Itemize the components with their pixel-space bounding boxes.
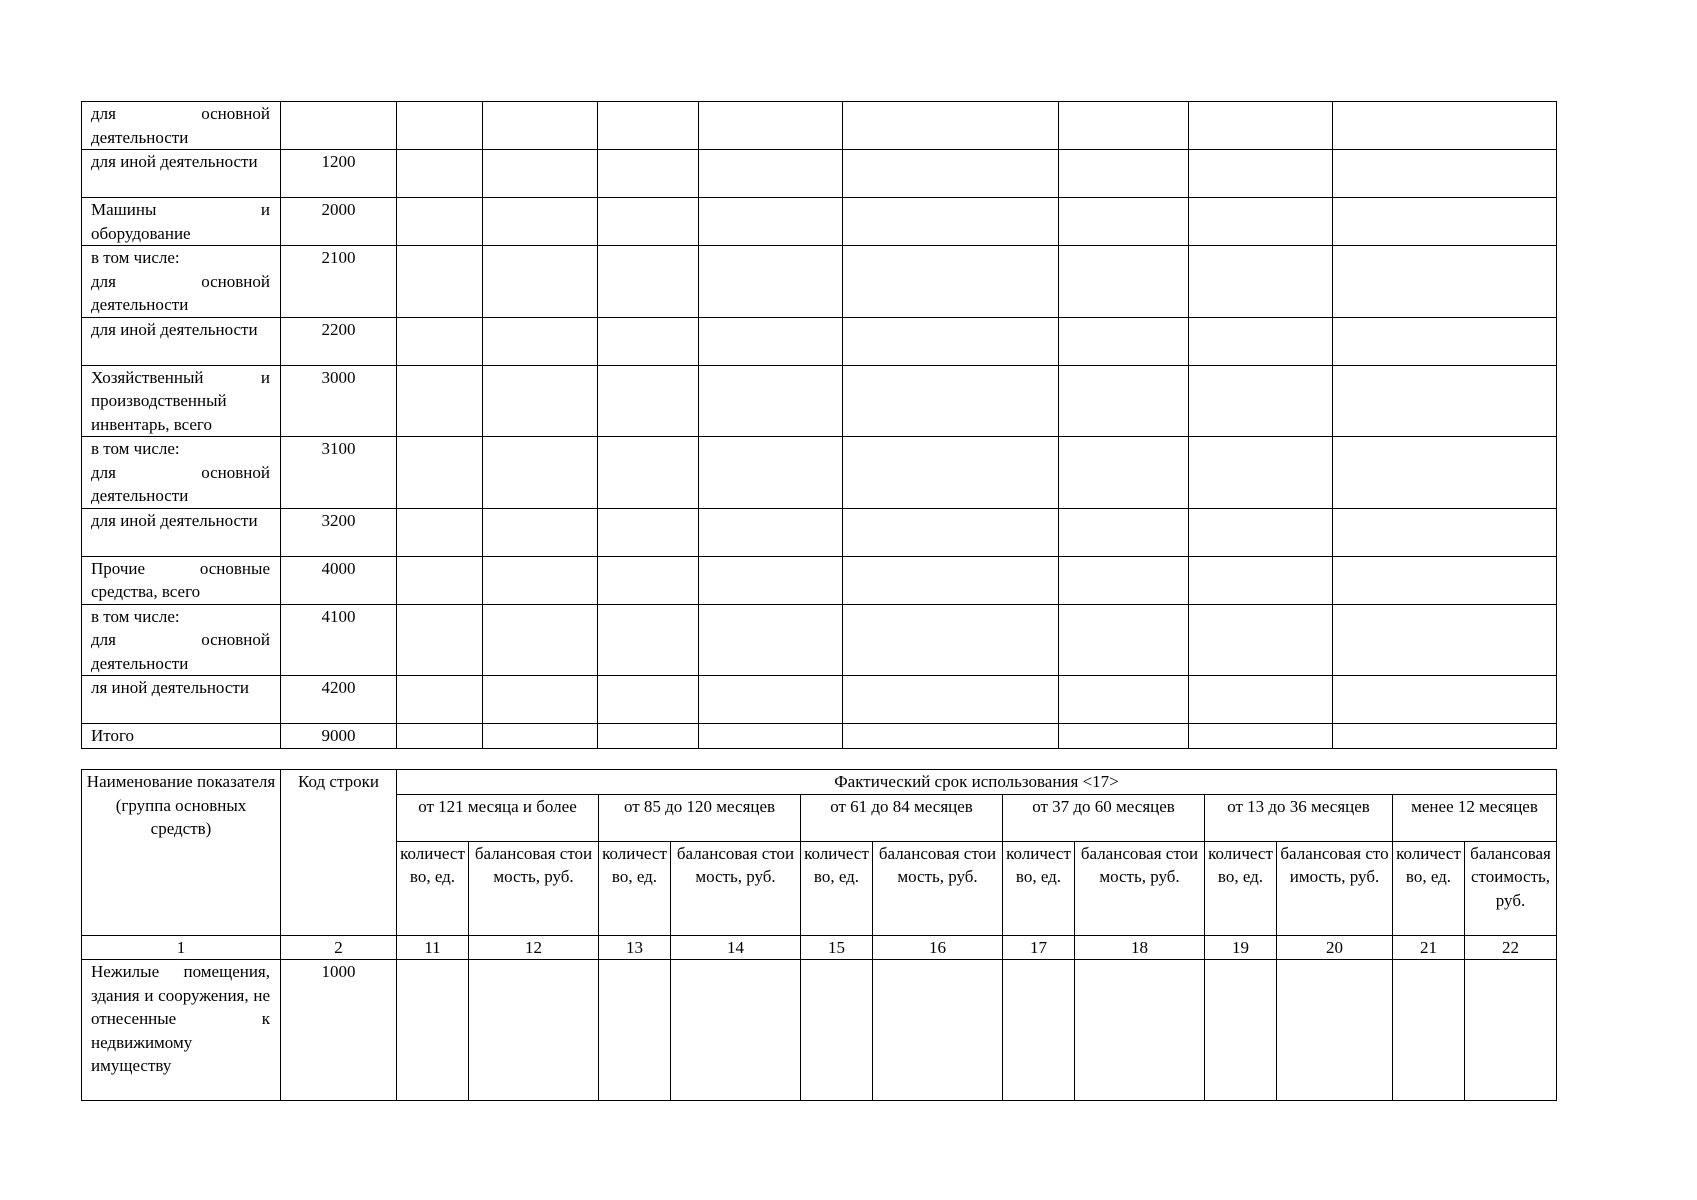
empty-cell [699, 508, 843, 556]
empty-cell [1333, 724, 1557, 749]
table-body [82, 102, 1557, 749]
empty-cell [843, 246, 1059, 318]
empty-cell [1059, 556, 1189, 604]
empty-cell [843, 724, 1059, 749]
table-row [82, 556, 1557, 604]
row-name-line: для основной деятельности [91, 630, 270, 673]
table-row [82, 198, 1557, 246]
empty-cell [1059, 365, 1189, 437]
empty-cell [843, 437, 1059, 509]
empty-cell [699, 246, 843, 318]
empty-cell [1333, 437, 1557, 509]
column-number: 2 [281, 935, 397, 960]
row-name-line: Итого [91, 726, 135, 745]
empty-cell [1333, 365, 1557, 437]
column-number: 22 [1465, 935, 1557, 960]
empty-cell [1189, 437, 1333, 509]
row-name [82, 102, 281, 150]
book-value-header: балансовая стоимость, руб. [1277, 841, 1393, 935]
empty-cell [397, 676, 483, 724]
row-name [82, 724, 281, 749]
empty-cell [483, 508, 598, 556]
table-row [82, 246, 1557, 318]
column-number: 21 [1393, 935, 1465, 960]
table-row [82, 724, 1557, 749]
empty-cell [469, 960, 599, 1101]
empty-cell [843, 150, 1059, 198]
empty-cell [1075, 960, 1205, 1101]
empty-cell [699, 102, 843, 150]
row-name-line: для иной деятельности [91, 510, 258, 530]
empty-cell [1189, 317, 1333, 365]
column-number: 17 [1003, 935, 1075, 960]
empty-cell [801, 960, 873, 1101]
empty-cell [1333, 317, 1557, 365]
table-row [82, 365, 1557, 437]
empty-cell [397, 102, 483, 150]
empty-cell [843, 508, 1059, 556]
empty-cell [699, 556, 843, 604]
empty-cell [1189, 150, 1333, 198]
period-range-header: от 13 до 36 месяцев [1205, 794, 1393, 841]
column-number: 16 [873, 935, 1003, 960]
row-code: 2000 [281, 198, 397, 246]
quantity-header: количество, ед. [1393, 841, 1465, 935]
empty-cell [1059, 437, 1189, 509]
empty-cell [483, 102, 598, 150]
empty-cell [1393, 960, 1465, 1101]
empty-cell [843, 317, 1059, 365]
fixed-assets-table-by-period [81, 769, 1557, 1101]
book-value-header: балансовая стоимость, руб. [671, 841, 801, 935]
empty-cell [598, 508, 699, 556]
quantity-header: количество, ед. [1003, 841, 1075, 935]
empty-cell [483, 437, 598, 509]
empty-cell [699, 604, 843, 676]
period-range-header: от 85 до 120 месяцев [599, 794, 801, 841]
empty-cell [843, 198, 1059, 246]
row-code [281, 102, 397, 150]
empty-cell [1059, 604, 1189, 676]
table-row [82, 676, 1557, 724]
row-name-line: в том числе: [91, 439, 180, 458]
empty-cell [843, 604, 1059, 676]
empty-cell [1059, 676, 1189, 724]
row-name-line: в том числе: [91, 606, 180, 626]
row-code: 4200 [281, 676, 397, 724]
empty-cell [483, 604, 598, 676]
empty-cell [397, 508, 483, 556]
table-row [82, 437, 1557, 509]
empty-cell [483, 198, 598, 246]
quantity-header: количество, ед. [1205, 841, 1277, 935]
empty-cell [397, 604, 483, 676]
empty-cell [699, 365, 843, 437]
empty-cell [1189, 246, 1333, 318]
empty-cell [1189, 556, 1333, 604]
quantity-header: количество, ед. [599, 841, 671, 935]
empty-cell [483, 365, 598, 437]
empty-cell [483, 150, 598, 198]
row-name-line: для основной деятельности [91, 104, 270, 147]
empty-cell [1333, 150, 1557, 198]
empty-cell [1333, 102, 1557, 150]
column-number: 14 [671, 935, 801, 960]
book-value-header: балансовая стоимость, руб. [873, 841, 1003, 935]
row-name [82, 365, 281, 437]
period-range-header: от 61 до 84 месяцев [801, 794, 1003, 841]
empty-cell [598, 246, 699, 318]
column-number: 15 [801, 935, 873, 960]
row-code: 3200 [281, 508, 397, 556]
row-code: 3100 [281, 437, 397, 509]
row-name-line: для иной деятельности [91, 319, 258, 339]
row-code: 2100 [281, 246, 397, 318]
period-range-header: менее 12 месяцев [1393, 794, 1557, 841]
empty-cell [1059, 508, 1189, 556]
empty-cell [843, 676, 1059, 724]
empty-cell [699, 437, 843, 509]
empty-cell [1205, 960, 1277, 1101]
row-code: 1200 [281, 150, 397, 198]
empty-cell [483, 246, 598, 318]
table-row [82, 508, 1557, 556]
table-row [82, 960, 1557, 1101]
row-name-line: ля иной деятельности [91, 678, 249, 697]
empty-cell [1333, 198, 1557, 246]
empty-cell [483, 317, 598, 365]
row-name-line: Прочие основные средства, всего [91, 558, 270, 601]
column-number: 13 [599, 935, 671, 960]
empty-cell [598, 724, 699, 749]
empty-cell [397, 198, 483, 246]
empty-cell [598, 317, 699, 365]
empty-cell [397, 724, 483, 749]
table-row [82, 604, 1557, 676]
empty-cell [483, 556, 598, 604]
column-number: 20 [1277, 935, 1393, 960]
fixed-assets-table-top [81, 101, 1557, 749]
empty-cell [397, 246, 483, 318]
row-name [82, 317, 281, 365]
row-name-line: для основной деятельности [91, 271, 270, 314]
empty-cell [397, 317, 483, 365]
empty-cell [1333, 246, 1557, 318]
row-name-line: Хозяйственный и производственный инвентарь, всего [91, 367, 270, 434]
empty-cell [1333, 676, 1557, 724]
empty-cell [1333, 508, 1557, 556]
empty-cell [397, 150, 483, 198]
empty-cell [1189, 102, 1333, 150]
empty-cell [598, 150, 699, 198]
column-number: 1 [82, 935, 281, 960]
empty-cell [873, 960, 1003, 1101]
empty-cell [397, 960, 469, 1101]
empty-cell [1059, 198, 1189, 246]
column-number: 18 [1075, 935, 1205, 960]
empty-cell [1333, 604, 1557, 676]
empty-cell [1059, 150, 1189, 198]
empty-cell [397, 556, 483, 604]
quantity-header: количество, ед. [397, 841, 469, 935]
row-code: 4000 [281, 556, 397, 604]
row-code: 1000 [281, 960, 397, 1101]
row-name: Нежилые помещения, здания и сооружения, не отнесенные к недвижимому имуществу [82, 960, 281, 1101]
row-name [82, 437, 281, 509]
row-name [82, 508, 281, 556]
table-row [82, 102, 1557, 150]
row-name-line: для иной деятельности [91, 152, 258, 171]
row-name [82, 150, 281, 198]
column-number: 11 [397, 935, 469, 960]
empty-cell [1059, 102, 1189, 150]
empty-cell [1333, 556, 1557, 604]
empty-cell [598, 102, 699, 150]
period-range-header: от 37 до 60 месяцев [1003, 794, 1205, 841]
empty-cell [397, 437, 483, 509]
quantity-header: количество, ед. [801, 841, 873, 935]
row-name [82, 556, 281, 604]
empty-cell [397, 365, 483, 437]
row-code: 3000 [281, 365, 397, 437]
empty-cell [599, 960, 671, 1101]
book-value-header: балансовая стоимость, руб. [1465, 841, 1557, 935]
empty-cell [1189, 604, 1333, 676]
empty-cell [1003, 960, 1075, 1101]
empty-cell [843, 102, 1059, 150]
book-value-header: балансовая стоимость, руб. [1075, 841, 1205, 935]
row-name-line: в том числе: [91, 248, 180, 267]
empty-cell [1059, 246, 1189, 318]
header-name: Наименование показателя (группа основных средств) [82, 770, 281, 936]
row-name-line: Машины и оборудование [91, 200, 270, 243]
empty-cell [699, 150, 843, 198]
row-name [82, 604, 281, 676]
column-number: 19 [1205, 935, 1277, 960]
empty-cell [1189, 724, 1333, 749]
empty-cell [671, 960, 801, 1101]
empty-cell [598, 198, 699, 246]
column-number: 12 [469, 935, 599, 960]
row-code: 9000 [281, 724, 397, 749]
row-name [82, 198, 281, 246]
column-numbers-row [82, 935, 1557, 960]
row-name [82, 676, 281, 724]
row-code: 2200 [281, 317, 397, 365]
header-code: Код строки [281, 770, 397, 936]
row-code: 4100 [281, 604, 397, 676]
empty-cell [1465, 960, 1557, 1101]
empty-cell [1189, 508, 1333, 556]
empty-cell [1277, 960, 1393, 1101]
row-name-line: для основной деятельности [91, 462, 270, 505]
empty-cell [598, 365, 699, 437]
period-range-header: от 121 месяца и более [397, 794, 599, 841]
empty-cell [699, 676, 843, 724]
empty-cell [1059, 724, 1189, 749]
empty-cell [598, 437, 699, 509]
empty-cell [699, 198, 843, 246]
empty-cell [699, 724, 843, 749]
empty-cell [598, 676, 699, 724]
book-value-header: балансовая стоимость, руб. [469, 841, 599, 935]
empty-cell [1189, 198, 1333, 246]
empty-cell [1189, 676, 1333, 724]
empty-cell [1059, 317, 1189, 365]
empty-cell [598, 604, 699, 676]
empty-cell [1189, 365, 1333, 437]
table-row [82, 150, 1557, 198]
header-period-group: Фактический срок использования <17> [397, 770, 1557, 795]
empty-cell [598, 556, 699, 604]
table-row [82, 317, 1557, 365]
empty-cell [699, 317, 843, 365]
empty-cell [843, 556, 1059, 604]
empty-cell [843, 365, 1059, 437]
empty-cell [483, 724, 598, 749]
empty-cell [483, 676, 598, 724]
row-name [82, 246, 281, 318]
